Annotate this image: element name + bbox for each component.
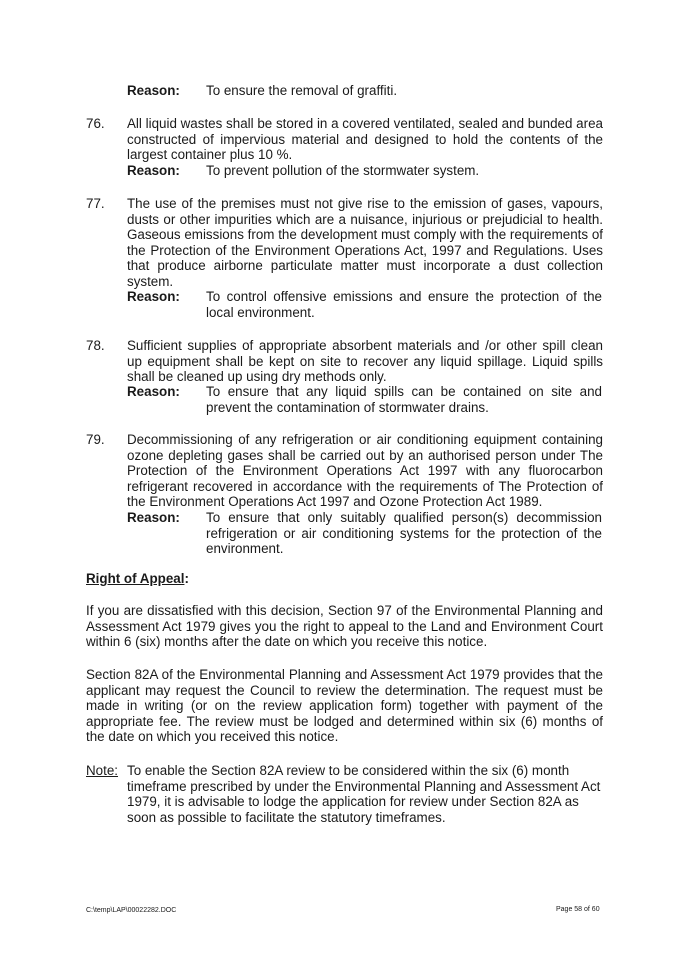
- note-text-block: [127, 763, 603, 825]
- reason-row-top: [127, 83, 607, 99]
- reason-label: Reason:: [127, 384, 180, 399]
- reason-row-77: [127, 289, 607, 321]
- reason-row-78: [127, 384, 607, 416]
- reason-label: Reason:: [127, 289, 180, 304]
- reason-text: To control offensive emissions and ensure the protection of the local environment.: [206, 289, 602, 320]
- reason-text: To ensure that any liquid spills can be contained on site and prevent the contamination of stormwater drains.: [206, 384, 602, 415]
- reason-text: To ensure that only suitably qualified person(s) decommission refrigeration or air conditioning systems for the protection of the environment.: [206, 510, 602, 557]
- condition-text-76: All liquid wastes shall be stored in a covered ventilated, sealed and bunded area constructed of impervious material and designed to hold the contents of the largest container plus 10 %.: [127, 116, 603, 163]
- note-label: Note:: [86, 763, 119, 778]
- reason-label: Reason:: [127, 510, 180, 525]
- condition-number-78: 78.: [86, 338, 105, 353]
- reason-text: To prevent pollution of the stormwater system.: [206, 163, 480, 178]
- appeal-heading-text: Right of Appeal: [86, 571, 185, 586]
- appeal-paragraph-1: If you are dissatisfied with this decision, Section 97 of the Environmental Planning and Assessment Act 1979 gives you the right to appeal to the Land and Environment Court within 6 (six) months after the date on which you receive this notice.: [86, 603, 603, 650]
- condition-number-77: 77.: [86, 196, 105, 211]
- reason-row-79: [127, 510, 607, 558]
- appeal-paragraph-2: Section 82A of the Environmental Planning and Assessment Act 1979 provides that the applicant may request the Council to review the determination. The request must be made in writing (or on the review application form) together with payment of the appropriate fee. The review must be lodged and determined within six (6) months of the date on which you received this notice.: [86, 667, 603, 745]
- footer-page-number: Page 58 of 60: [556, 906, 600, 913]
- appeal-heading-colon: :: [184, 571, 189, 586]
- reason-label: Reason:: [127, 163, 180, 178]
- reason-text: To ensure the removal of graffiti.: [206, 83, 398, 98]
- condition-text-77: The use of the premises must not give rise to the emission of gases, vapours, dusts or other impurities which are a nuisance, injurious or prejudicial to health. Gaseous emissions from the development must comply with the requirements of the Protection of the Environment Operations Act, 1997 and Regulations. Uses that produce airborne particulate matter must incorporate a dust collection system.: [127, 196, 603, 289]
- note-text: To enable the Section 82A review to be considered within the six (6) month timeframe prescribed by under the Environmental Planning and Assessment Act 1979, it is advisable to lodge the application for review under Section 82A as soon as possible to facilitate the statutory timeframes.: [127, 763, 601, 825]
- condition-number-76: 76.: [86, 116, 105, 131]
- reason-label: Reason:: [127, 83, 180, 98]
- appeal-heading: [86, 571, 189, 587]
- footer-file-path: C:\temp\LAP\00022282.DOC: [86, 907, 177, 914]
- condition-number-79: 79.: [86, 432, 105, 447]
- reason-row-76: [127, 163, 607, 179]
- condition-text-79: Decommissioning of any refrigeration or air conditioning equipment containing ozone depleting gases shall be carried out by an authorised person under The Protection of the Environment Operations Act 1997 with any fluorocarbon refrigerant recovered in accordance with the requirements of The Protection of the Environment Operations Act 1997 and Ozone Protection Act 1989.: [127, 432, 603, 510]
- condition-text-78: Sufficient supplies of appropriate absorbent materials and /or other spill clean up equipment shall be kept on site to recover any liquid spillage. Liquid spills shall be cleaned up using dry methods only.: [127, 338, 603, 385]
